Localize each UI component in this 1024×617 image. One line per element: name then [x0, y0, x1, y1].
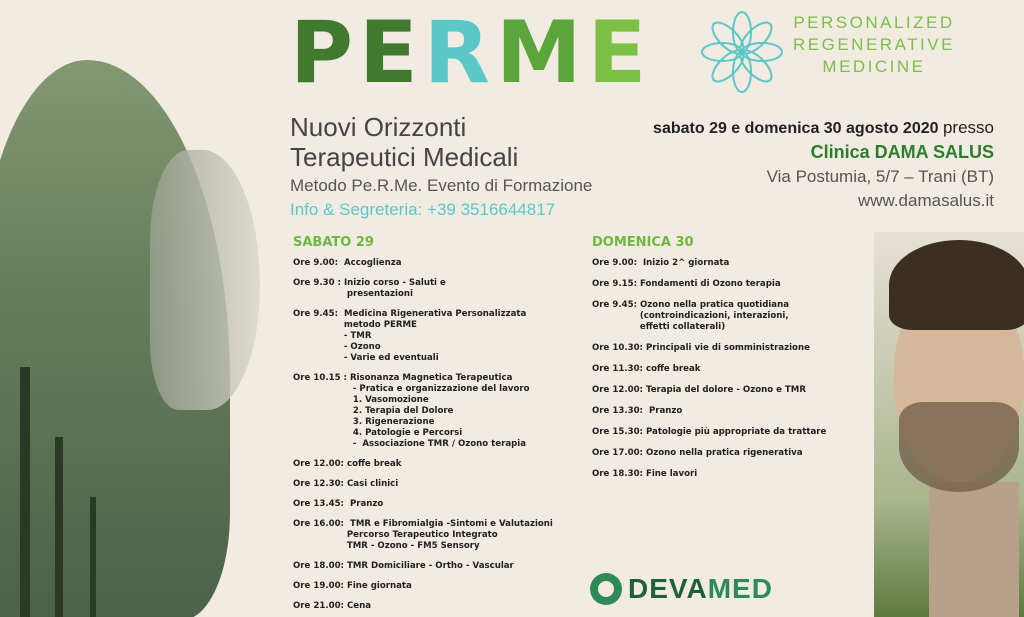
tagline-line: REGENERATIVE — [793, 35, 955, 54]
logo-letters-pe: PE — [290, 3, 424, 103]
clinic-website[interactable]: www.damasalus.it — [857, 191, 994, 210]
perme-logo-text — [290, 3, 653, 103]
schedule-item: Ore 15.30: Patologie più appropriate da trattare — [592, 427, 827, 437]
schedule-item: Ore 12.00: coffe break — [293, 459, 402, 469]
schedule-item: Ore 13.45: Pranzo — [293, 499, 384, 509]
tagline-line: PERSONALIZED — [793, 13, 955, 32]
saturday-title: SABATO 29 — [293, 235, 374, 250]
event-date-line — [653, 118, 994, 138]
schedule-item: Ore 16.00: TMR e Fibromialgia -Sintomi e Valutazioni Percorso Terapeutico Integrato TMR - Ozono - FM5 Sensory — [293, 519, 553, 551]
devamed-deva: DEVA — [628, 573, 708, 604]
devamed-wordmark — [628, 573, 773, 605]
devamed-logo — [590, 572, 773, 606]
woman-profile — [150, 150, 260, 410]
schedule-item: Ore 10.30: Principali vie di somministrazione — [592, 343, 810, 353]
schedule-item: Ore 9.45: Medicina Rigenerativa Personalizzata metodo PERME - TMR - Ozono - Varie ed eventuali — [293, 309, 527, 363]
subtitle-block — [290, 112, 592, 222]
schedule-item: Ore 13.30: Pranzo — [592, 406, 683, 416]
event-info — [653, 118, 994, 211]
schedule-item: Ore 9.30 : Inizio corso - Saluti e presentazioni — [293, 278, 446, 299]
flower-logo-icon — [700, 10, 784, 94]
schedule-item: Ore 9.00: Inizio 2^ giornata — [592, 258, 730, 268]
logo-letter-e: E — [587, 3, 653, 103]
subtitle-line-2: Terapeutici Medicali — [290, 142, 519, 172]
portrait-hair — [889, 240, 1024, 330]
portrait-beard — [899, 402, 1019, 492]
tree-trunk — [20, 367, 30, 617]
schedule-item: Ore 17.00: Ozono nella pratica rigenerativa — [592, 448, 803, 458]
schedule-item: Ore 19.00: Fine giornata — [293, 581, 412, 591]
tagline-line: MEDICINE — [822, 57, 926, 76]
event-presso: presso — [942, 118, 994, 137]
forest-woman-image — [0, 0, 285, 617]
tree-trunk — [90, 497, 96, 617]
event-date: sabato 29 e domenica 30 agosto 2020 — [653, 120, 939, 137]
tagline — [793, 12, 955, 78]
devamed-mark-icon — [590, 573, 622, 605]
schedule-item: Ore 21.00: Cena — [293, 601, 372, 611]
schedule-item: Ore 11.30: coffe break — [592, 364, 701, 374]
schedule-item: Ore 12.30: Casi clinici — [293, 479, 399, 489]
devamed-med: MED — [707, 573, 773, 604]
schedule-item: Ore 12.00: Terapia del dolore - Ozono e TMR — [592, 385, 806, 395]
schedule-item: Ore 9.00: Accoglienza — [293, 258, 402, 268]
tree-trunk — [55, 437, 63, 617]
schedule-item: Ore 9.45: Ozono nella pratica quotidiana (controindicazioni, interazioni, effetti collaterali) — [592, 300, 790, 332]
clinic-address: Via Postumia, 5/7 – Trani (BT) — [766, 167, 994, 186]
sunday-schedule — [592, 235, 852, 490]
saturday-schedule — [293, 235, 573, 617]
schedule-item: Ore 10.15 : Risonanza Magnetica Terapeutica - Pratica e organizzazione del lavoro 1. Vasomozione 2. Terapia del Dolore 3. Rigenerazione 4. Patologie e Percorsi - Associazione TMR / Ozono terapia — [293, 373, 530, 449]
schedule-item: Ore 18.00: TMR Domiciliare - Ortho - Vascular — [293, 561, 514, 571]
schedule-item: Ore 18.30: Fine lavori — [592, 469, 698, 479]
man-portrait-image — [874, 232, 1024, 617]
info-phone: Info & Segreteria: +39 3516644817 — [290, 200, 556, 219]
clinic-name: Clinica DAMA SALUS — [810, 142, 994, 162]
subtitle-line-1: Nuovi Orizzonti — [290, 112, 467, 142]
logo-letter-m: M — [496, 3, 588, 103]
sunday-title: DOMENICA 30 — [592, 235, 694, 250]
subtitle-method: Metodo Pe.R.Me. Evento di Formazione — [290, 176, 593, 195]
logo-letter-r: R — [423, 3, 497, 103]
portrait-neck — [929, 482, 1019, 617]
schedule-item: Ore 9.15: Fondamenti di Ozono terapia — [592, 279, 781, 289]
